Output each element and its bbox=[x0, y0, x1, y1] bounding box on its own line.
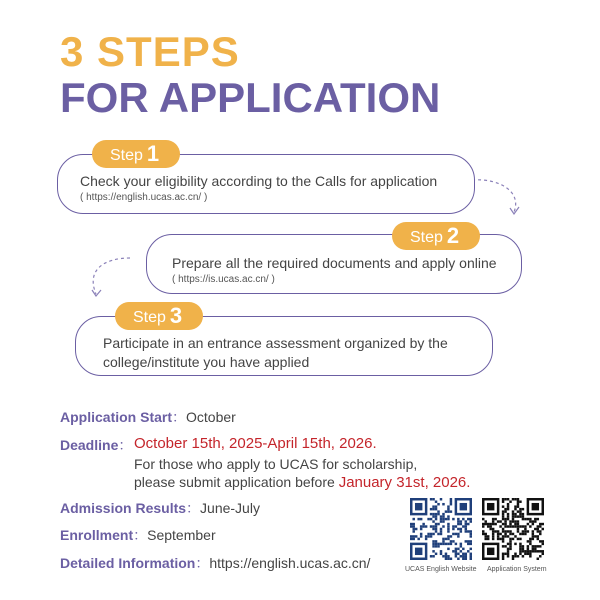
step-3-label: Step bbox=[133, 309, 166, 326]
application-start-label: Application Start bbox=[60, 409, 173, 425]
application-start-row bbox=[60, 407, 236, 427]
admission-separator: ： bbox=[186, 500, 201, 516]
enrollment-label: Enrollment bbox=[60, 527, 134, 543]
step-1-number: 1 bbox=[146, 141, 160, 166]
deadline-label: Deadline bbox=[60, 437, 119, 453]
step-2-badge bbox=[392, 222, 480, 250]
connector-2-to-3 bbox=[93, 258, 130, 294]
scholarship-line-2 bbox=[134, 474, 470, 491]
detailed-link[interactable]: https://english.ucas.ac.cn/ bbox=[209, 555, 371, 571]
application-start-value: October bbox=[186, 409, 236, 425]
step-1-text: Check your eligibility according to the Calls for application bbox=[80, 173, 438, 189]
qr-caption-ucas-english-website: UCAS English Website bbox=[405, 566, 477, 573]
step-2-text: Prepare all the required documents and apply online bbox=[172, 255, 497, 271]
step-1-link[interactable]: ( https://english.ucas.ac.cn/ ) bbox=[80, 192, 208, 203]
title-line-1: 3 STEPS bbox=[60, 28, 240, 75]
detailed-row bbox=[60, 553, 370, 573]
step-3-text-line-1: Participate in an entrance assessment organized by the bbox=[103, 335, 448, 351]
deadline-separator: ： bbox=[118, 437, 133, 453]
deadline-value: October 15th, 2025-April 15th, 2026. bbox=[134, 435, 377, 452]
enrollment-value: September bbox=[147, 527, 216, 543]
admission-row bbox=[60, 498, 260, 518]
step-2-label: Step bbox=[410, 229, 443, 246]
scholarship-deadline: January 31st, 2026. bbox=[338, 474, 471, 491]
deadline-row bbox=[60, 435, 132, 455]
step-3-number: 3 bbox=[169, 303, 183, 328]
connector-1-to-2-arrowhead bbox=[510, 207, 519, 214]
title-line-2: FOR APPLICATION bbox=[60, 74, 441, 121]
qr-caption-application-system: Application System bbox=[487, 566, 547, 573]
step-1-label: Step bbox=[110, 147, 143, 164]
step-3-badge bbox=[115, 302, 203, 330]
admission-label: Admission Results bbox=[60, 500, 187, 516]
step-3-text-line-2: college/institute you have applied bbox=[103, 354, 310, 370]
step-1-badge bbox=[92, 140, 180, 168]
enrollment-row bbox=[60, 525, 216, 545]
step-2-number: 2 bbox=[446, 223, 460, 248]
connector-1-to-2 bbox=[472, 180, 516, 212]
detailed-label: Detailed Information bbox=[60, 555, 196, 571]
qr-code-application-system bbox=[482, 498, 544, 560]
scholarship-line-1: For those who apply to UCAS for scholarship, bbox=[134, 456, 418, 472]
scholarship-line-2-prefix: please submit application before bbox=[134, 474, 339, 490]
detailed-separator: ： bbox=[195, 555, 210, 571]
enrollment-separator: ： bbox=[133, 527, 148, 543]
step-2-link[interactable]: ( https://is.ucas.ac.cn/ ) bbox=[172, 274, 275, 285]
application-start-separator: ： bbox=[172, 409, 187, 425]
admission-value: June-July bbox=[200, 500, 260, 516]
connector-2-to-3-arrowhead bbox=[92, 290, 101, 296]
qr-code-ucas-english-website bbox=[410, 498, 472, 560]
